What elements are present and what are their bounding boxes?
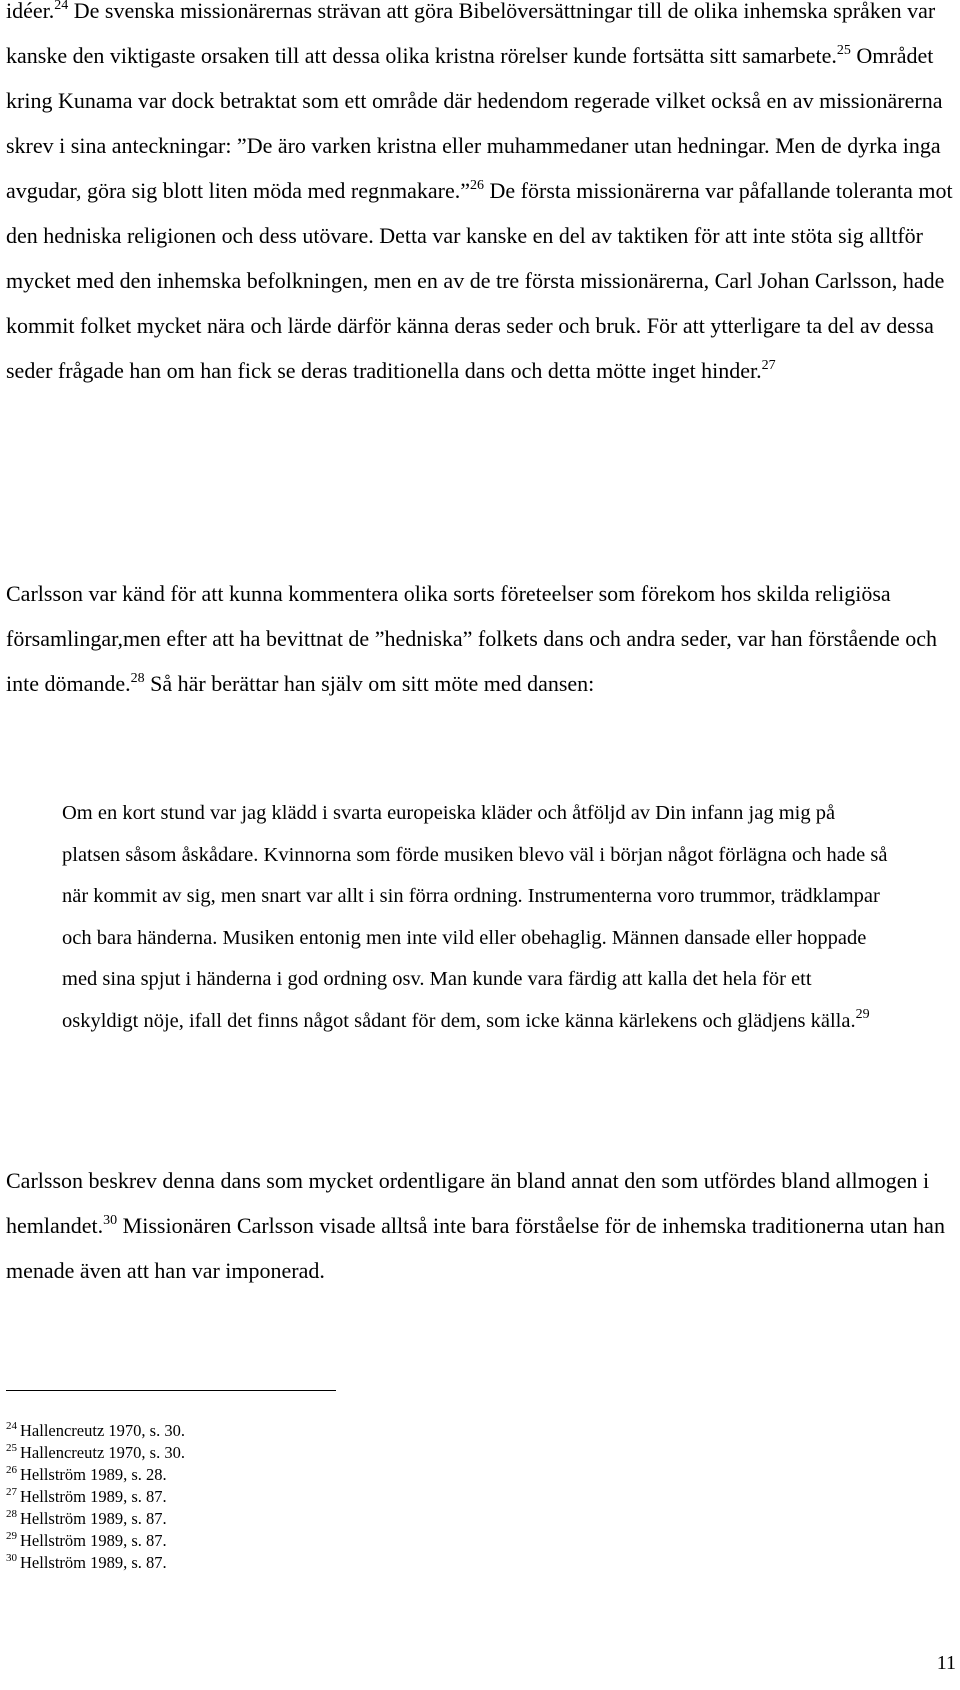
paragraph-carlsson-dance (6, 571, 956, 706)
footnote-item (6, 1530, 185, 1552)
footnote-number: 29 (6, 1530, 17, 1542)
footnote-reference: 24 (54, 0, 69, 13)
text-run: De första missionärerna var påfallande toleranta mot den hedniska religionen och dess utövare. Detta var kanske en del av taktiken för att inte stöta sig alltför mycket med den inhemska befolkningen, men en av de tre första missionärerna, Carl Johan Carlsson, hade kommit folket mycket nära och lärde därför känna deras seder och bruk. För att ytterligare ta del av dessa seder frågade han om han fick se deras traditionella dans och detta mötte inget hinder. (6, 178, 953, 383)
footnote-reference: 29 (855, 1006, 870, 1022)
paragraph-conclusion (6, 1158, 956, 1293)
text-run: Om en kort stund var jag klädd i svarta europeiska kläder och åtföljd av Din infann jag mig på platsen såsom åskådare. Kvinnorna som förde musiken blevo väl i början något förlägna och hade så när kommit av sig, men snart var allt i sin förra ordning. Instrumenterna voro trummor, trädklampar och bara händerna. Musiken entonig men inte vild eller obehaglig. Männen dansade eller hoppade med sina spjut i händerna i god ordning osv. Man kunde vara färdig att kalla det hela för ett oskyldigt nöje, ifall det finns något sådant för dem, som icke känna kärlekens och glädjens källa. (62, 802, 888, 1032)
text-run: Området kring Kunama var dock betraktat som ett område där hedendom regerade vilket också en av missionärerna skrev i sina anteckningar: ”De äro varken kristna eller muhammedaner utan hedningar. Men de dyrka inga avgudar, göra sig blott liten möda med regnmakare.” (6, 43, 943, 203)
text-run: De svenska missionärernas strävan att göra Bibelöversättningar till de olika inhemska språken var kanske den viktigaste orsaken till att dessa olika kristna rörelser kunde fortsätta sitt samarbete. (6, 0, 936, 68)
footnote-item (6, 1420, 185, 1442)
footnote-text: Hellström 1989, s. 87. (20, 1553, 167, 1572)
footnote-number: 24 (6, 1420, 17, 1432)
footnote-item (6, 1508, 185, 1530)
text-run: idéer. (6, 0, 55, 23)
footnote-text: Hellström 1989, s. 87. (20, 1509, 167, 1528)
footnote-text: Hellström 1989, s. 87. (20, 1531, 167, 1550)
footnote-reference: 26 (470, 178, 485, 193)
footnote-reference: 27 (761, 358, 776, 373)
block-quote (62, 793, 892, 1042)
footnote-reference: 30 (103, 1213, 118, 1228)
footnote-item (6, 1552, 185, 1574)
page-number: 11 (936, 1652, 956, 1674)
footnote-item (6, 1442, 185, 1464)
paragraph-mission-tolerance (6, 0, 956, 393)
footnote-number: 28 (6, 1508, 17, 1520)
footnote-item (6, 1486, 185, 1508)
footnote-text: Hellström 1989, s. 28. (20, 1465, 167, 1484)
footnote-list (6, 1420, 185, 1574)
footnote-number: 30 (6, 1552, 17, 1564)
footnote-number: 26 (6, 1464, 17, 1476)
footnote-number: 25 (6, 1442, 17, 1454)
footnote-separator (6, 1390, 336, 1391)
footnote-text: Hellström 1989, s. 87. (20, 1487, 167, 1506)
text-run: Carlsson beskrev denna dans som mycket ordentligare än bland annat den som utfördes bland allmogen i hemlandet. (6, 1168, 930, 1238)
text-run: Missionären Carlsson visade alltså inte bara förståelse för de inhemska traditionerna utan han menade även att han var imponerad. (6, 1213, 945, 1283)
footnote-item (6, 1464, 185, 1486)
footnote-text: Hallencreutz 1970, s. 30. (20, 1421, 185, 1440)
text-run: Så här berättar han själv om sitt möte med dansen: (144, 671, 595, 696)
footnote-text: Hallencreutz 1970, s. 30. (20, 1443, 185, 1462)
footnote-reference: 25 (836, 43, 851, 58)
footnote-reference: 28 (130, 671, 145, 686)
footnote-number: 27 (6, 1486, 17, 1498)
text-run: Carlsson var känd för att kunna kommentera olika sorts företeelser som förekom hos skilda religiösa församlingar,men efter att ha bevittnat de ”hedniska” folkets dans och andra seder, var han förstående och inte dömande. (6, 581, 938, 696)
